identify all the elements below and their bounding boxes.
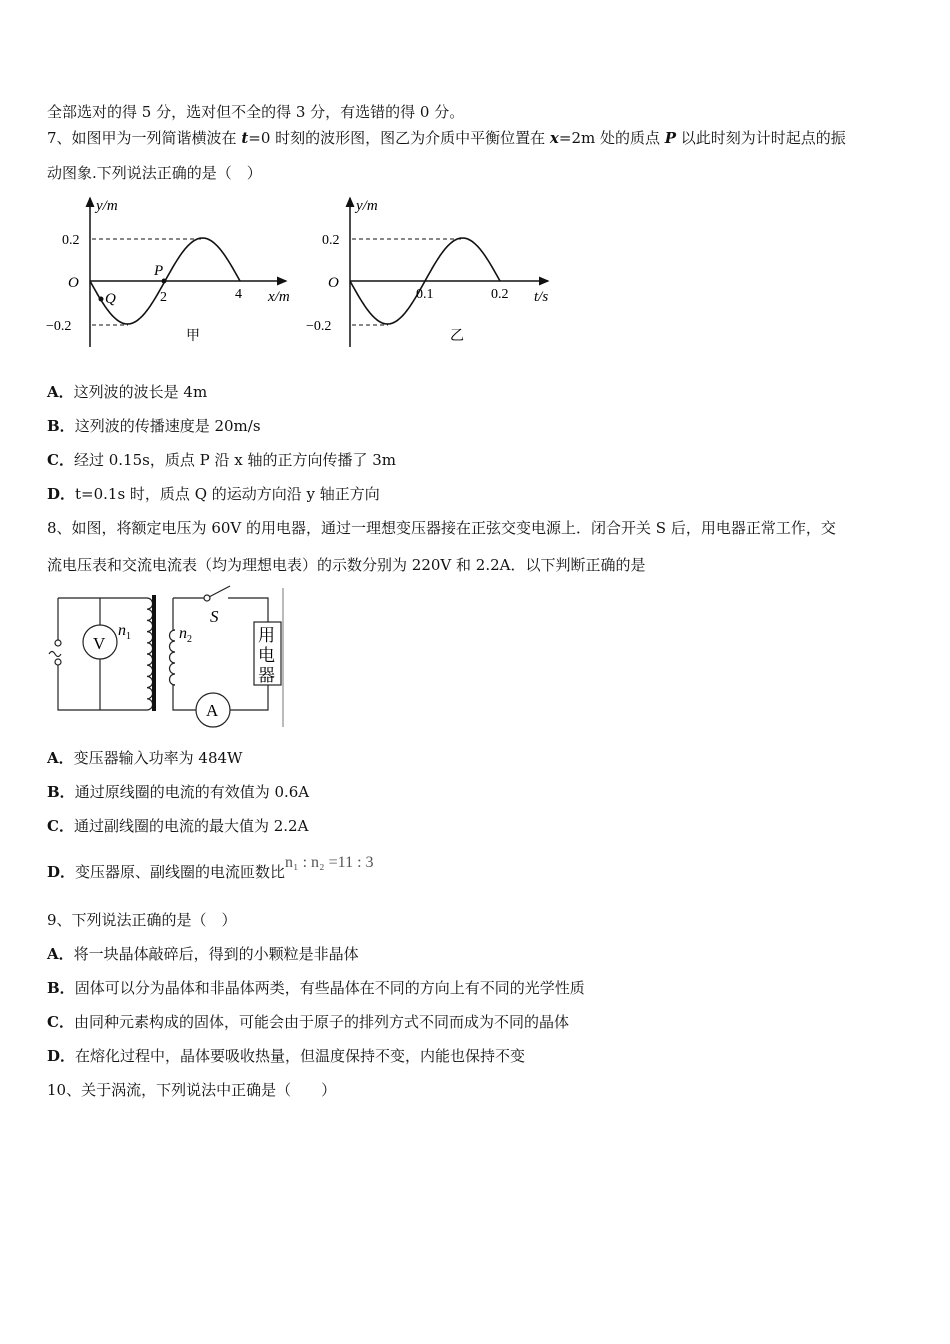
option-text: 由同种元素构成的固体，可能会由于原子的排列方式不同而成为不同的晶体 <box>73 1013 569 1031</box>
wave-figures <box>40 190 580 350</box>
q8-option-b <box>47 782 309 802</box>
transformer-circuit <box>40 585 300 730</box>
n1-label <box>118 622 131 642</box>
switch-blade <box>209 586 230 597</box>
q9-option-a <box>47 944 359 964</box>
q9-option-b <box>47 978 585 998</box>
iron-core <box>152 595 156 711</box>
secondary-coil <box>170 630 176 685</box>
tick-x: 2 <box>160 290 167 305</box>
var-t: t <box>241 129 249 147</box>
option-label: A． <box>47 945 74 963</box>
terminal <box>55 640 61 646</box>
terminal <box>55 659 61 665</box>
q7-option-d <box>47 484 380 504</box>
primary-coil <box>147 598 153 710</box>
q8-option-c <box>47 816 308 836</box>
text: =2m 处的质点 <box>558 129 665 147</box>
q8-stem-2: 流电压表和交流电流表（均为理想电表）的示数分别为 220V 和 2.2A．以下判断正确的是 <box>47 556 646 574</box>
tick-y-top: 0.2 <box>62 233 80 248</box>
tick-x: 0.1 <box>416 287 434 302</box>
option-label: D． <box>47 863 76 881</box>
q9-option-c <box>47 1012 569 1032</box>
point-p <box>162 279 167 284</box>
option-text: 将一块晶体敲碎后，得到的小颗粒是非晶体 <box>73 945 359 963</box>
option-label: A． <box>47 383 74 401</box>
ammeter-label: A <box>206 701 219 720</box>
q7-option-b <box>47 416 261 436</box>
option-text: 通过原线圈的电流的有效值为 0.6A <box>74 783 310 801</box>
primary-wires <box>58 598 147 710</box>
x-label: x/m <box>268 289 290 305</box>
option-label: B． <box>47 783 75 801</box>
label-q: Q <box>105 291 116 307</box>
q8-option-a <box>47 748 242 768</box>
option-text: 在熔化过程中，晶体要吸收热量，但温度保持不变，内能也保持不变 <box>75 1047 526 1065</box>
text: 以此时刻为计时起点的振 <box>676 129 846 147</box>
graph-yi <box>306 198 548 347</box>
option-text: 固体可以分为晶体和非晶体两类，有些晶体在不同的方向上有不同的光学性质 <box>74 979 585 997</box>
q9-option-d <box>47 1046 525 1066</box>
option-text: 经过 0.15s，质点 P 沿 x 轴的正方向传播了 3m <box>73 451 396 469</box>
device-char: 器 <box>258 666 275 685</box>
option-label: B． <box>47 417 75 435</box>
option-label: C． <box>47 817 74 835</box>
option-text: 变压器输入功率为 484W <box>73 749 243 767</box>
q8-option-d <box>47 854 374 883</box>
n2-label <box>179 625 192 645</box>
q7-option-a <box>47 382 207 402</box>
q7-option-c <box>47 450 396 470</box>
option-text: 变压器原、副线圈的电流匝数比 <box>75 863 286 881</box>
text: 7、如图甲为一列简谐横波在 <box>47 129 242 147</box>
ratio-formula: n₁ : n₂ =11 : 3 <box>285 854 374 871</box>
q7-stem-2: 动图象.下列说法正确的是（ ） <box>47 164 262 182</box>
option-text: 这列波的传播速度是 20m/s <box>74 417 261 435</box>
option-label: D． <box>47 1047 76 1065</box>
var-x: x <box>549 129 559 147</box>
device-char: 用 <box>258 626 275 645</box>
voltmeter-label: V <box>93 634 106 653</box>
option-label: C． <box>47 1013 74 1031</box>
x-label: t/s <box>534 289 549 305</box>
switch-label: S <box>210 607 219 626</box>
n2: n <box>179 625 187 642</box>
ac-source-icon <box>49 652 61 657</box>
option-label: C． <box>47 451 74 469</box>
tick-y-bottom: −0.2 <box>306 319 332 334</box>
option-label: B． <box>47 979 75 997</box>
q10-stem: 10、关于涡流，下列说法中正确是（ ） <box>47 1081 337 1099</box>
switch-pivot <box>204 595 210 601</box>
text: =0 时刻的波形图，图乙为介质中平衡位置在 <box>248 129 550 147</box>
q9-stem: 9、下列说法正确的是（ ） <box>47 911 237 929</box>
graph-jia <box>46 198 290 347</box>
caption-jia: 甲 <box>186 329 200 344</box>
label-p: P <box>154 263 164 279</box>
y-label: y/m <box>96 198 118 214</box>
q7-stem <box>47 128 846 148</box>
option-text: 通过副线圈的电流的最大值为 2.2A <box>73 817 309 835</box>
option-label: A． <box>47 749 74 767</box>
intro-text: 全部选对的得 5 分，选对但不全的得 3 分，有选错的得 0 分。 <box>47 103 465 121</box>
option-text: 这列波的波长是 4m <box>73 383 208 401</box>
tick-x: 4 <box>235 287 242 302</box>
n1-sub: 1 <box>126 631 131 642</box>
n1: n <box>118 622 126 639</box>
n2-sub: 2 <box>187 634 192 645</box>
option-label: D． <box>47 485 76 503</box>
tick-y-top: 0.2 <box>322 233 340 248</box>
point-q <box>99 297 104 302</box>
device-char: 电 <box>258 646 275 665</box>
option-text: t=0.1s 时，质点 Q 的运动方向沿 y 轴正方向 <box>75 485 380 503</box>
y-label: y/m <box>356 198 378 214</box>
origin-label: O <box>328 275 339 291</box>
q8-stem: 8、如图，将额定电压为 60V 的用电器，通过一理想变压器接在正弦交变电源上．闭合开关 S 后，用电器正常工作，交 <box>47 519 836 537</box>
caption-yi: 乙 <box>450 329 464 344</box>
tick-x: 0.2 <box>491 287 509 302</box>
origin-label: O <box>68 275 79 291</box>
var-p: P <box>664 129 677 147</box>
tick-y-bottom: −0.2 <box>46 319 72 334</box>
